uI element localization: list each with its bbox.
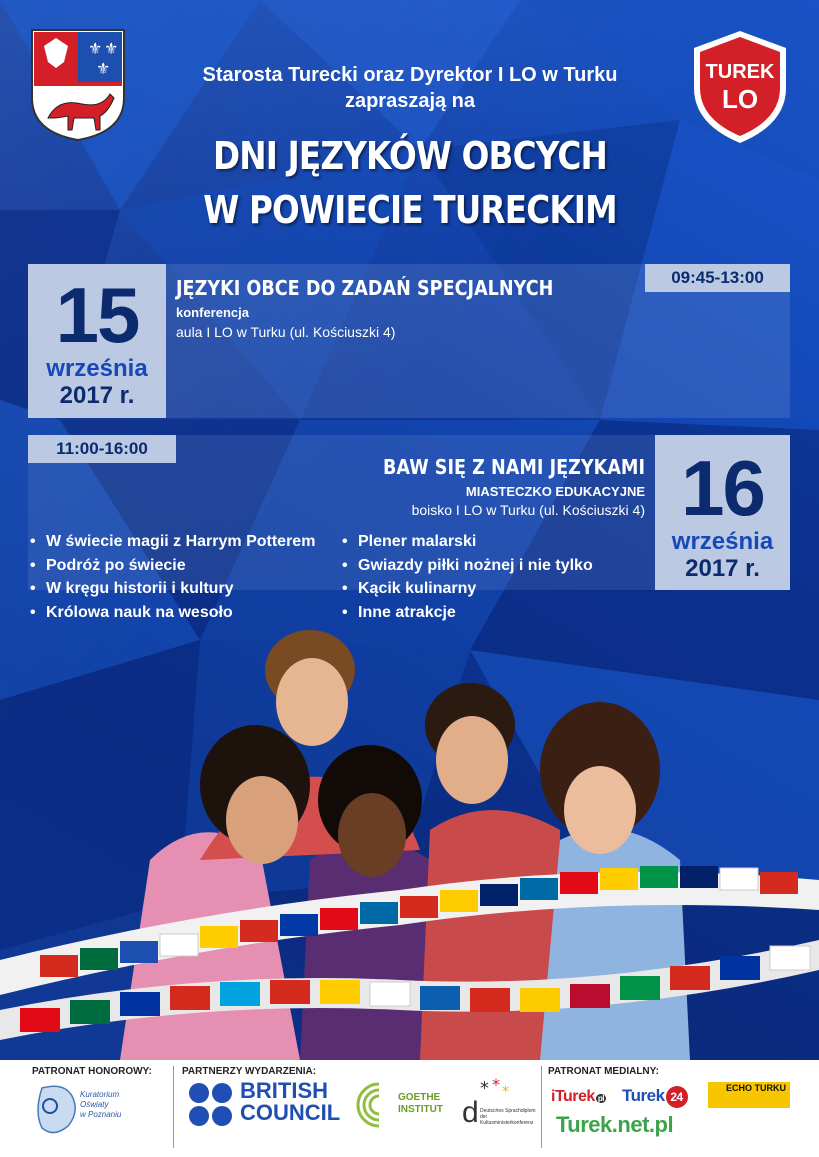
svg-text:*: * (492, 1078, 500, 1094)
british-council-logo-icon (188, 1082, 234, 1128)
british-council-text-2: COUNCIL (240, 1100, 341, 1125)
students-with-flags-photo (0, 610, 819, 1060)
footer-divider (541, 1066, 542, 1148)
event1-time: 09:45-13:00 (645, 264, 790, 292)
activity-item: • Królowa nauk na wesoło (30, 601, 315, 625)
dsd-logo-letter: d (462, 1096, 479, 1129)
goethe-text-1: GOETHE (398, 1092, 441, 1103)
goethe-institut-logo-icon (356, 1082, 402, 1128)
british-council-text (240, 1080, 340, 1124)
goethe-institut-text (398, 1092, 443, 1116)
svg-text:⚜: ⚜ (96, 59, 111, 78)
media-patron-label: PATRONAT MEDIALNY: (548, 1066, 659, 1077)
event2-month: września (671, 528, 774, 555)
kuratorium-logo-text (80, 1090, 121, 1120)
event1-date-box (28, 264, 166, 418)
event2-day: 16 (681, 444, 764, 532)
turek24-logo (622, 1086, 688, 1108)
activity-item: • W kręgu historii i kultury (30, 577, 315, 601)
iturek-logo (551, 1088, 606, 1106)
event1-title: JĘZYKI OBCE DO ZADAŃ SPECJALNYCH (176, 276, 554, 300)
event2-place: boisko I LO w Turku (ul. Kościuszki 4) (411, 502, 645, 518)
main-title-line-2: W POWIECIE TURECKIM (203, 188, 617, 232)
event2-title: BAW SIĘ Z NAMI JĘZYKAMI (383, 455, 645, 479)
dsd-stars-icon (478, 1078, 514, 1108)
dsd-caption: Deutsches Sprachdiplom der Kultusministerkonferenz (480, 1108, 536, 1126)
footer-divider (173, 1066, 174, 1148)
svg-text:*: * (502, 1084, 509, 1100)
event1-month: września (46, 355, 148, 382)
school-badge-icon (690, 28, 790, 146)
main-title-line-1: DNI JĘZYKÓW OBCYCH (213, 134, 607, 178)
school-badge-text-2: LO (721, 84, 759, 114)
school-badge-text-1: TUREK (705, 61, 775, 83)
event1-place: aula I LO w Turku (ul. Kościuszki 4) (176, 324, 396, 340)
activity-item: • Podróż po świecie (30, 554, 315, 578)
turek24-number: 24 (666, 1086, 688, 1108)
event2-subtitle: MIASTECZKO EDUKACYJNE (465, 484, 645, 499)
turek24-text: Turek (622, 1086, 665, 1105)
goethe-text-2: INSTITUT (398, 1104, 443, 1115)
british-council-text-1: BRITISH (240, 1078, 328, 1103)
partners-label: PARTNERZY WYDARZENIA: (182, 1066, 317, 1077)
kuratorium-logo-icon (34, 1082, 80, 1140)
activity-item: • W świecie magii z Harrym Potterem (30, 530, 315, 554)
iturek-text: iTurek (551, 1088, 595, 1105)
iturek-suffix: pl (597, 1094, 604, 1103)
invitation-line-1: Starosta Turecki oraz Dyrektor I LO w Turku (202, 64, 618, 86)
echo-turku-logo: ECHO TURKU (708, 1082, 790, 1108)
activity-item: • Inne atrakcje (342, 601, 593, 625)
county-crest-icon (30, 28, 126, 142)
activity-item: • Kącik kulinarny (342, 577, 593, 601)
activity-item: • Plener malarski (342, 530, 593, 554)
activity-item: • Gwiazdy piłki nożnej i nie tylko (342, 554, 593, 578)
event1-year: 2017 r. (59, 382, 135, 409)
event2-time: 11:00-16:00 (28, 435, 176, 463)
tureknet-logo: Turek.net.pl (556, 1112, 674, 1137)
event2-date-box (655, 435, 790, 590)
svg-text:⚜: ⚜ (104, 39, 119, 58)
event1-subtitle: konferencja (176, 305, 249, 320)
kuratorium-text-2: Oświaty (80, 1100, 109, 1109)
honorary-patron-label: PATRONAT HONOROWY: (32, 1066, 152, 1077)
invitation-line-2: zapraszają na (344, 90, 476, 112)
event2-year: 2017 r. (685, 555, 760, 582)
svg-text:*: * (480, 1078, 489, 1099)
svg-text:⚜: ⚜ (88, 39, 103, 58)
kuratorium-text-3: w Poznaniu (80, 1110, 122, 1119)
kuratorium-text-1: Kuratorium (80, 1090, 120, 1099)
event1-day: 15 (55, 271, 139, 359)
